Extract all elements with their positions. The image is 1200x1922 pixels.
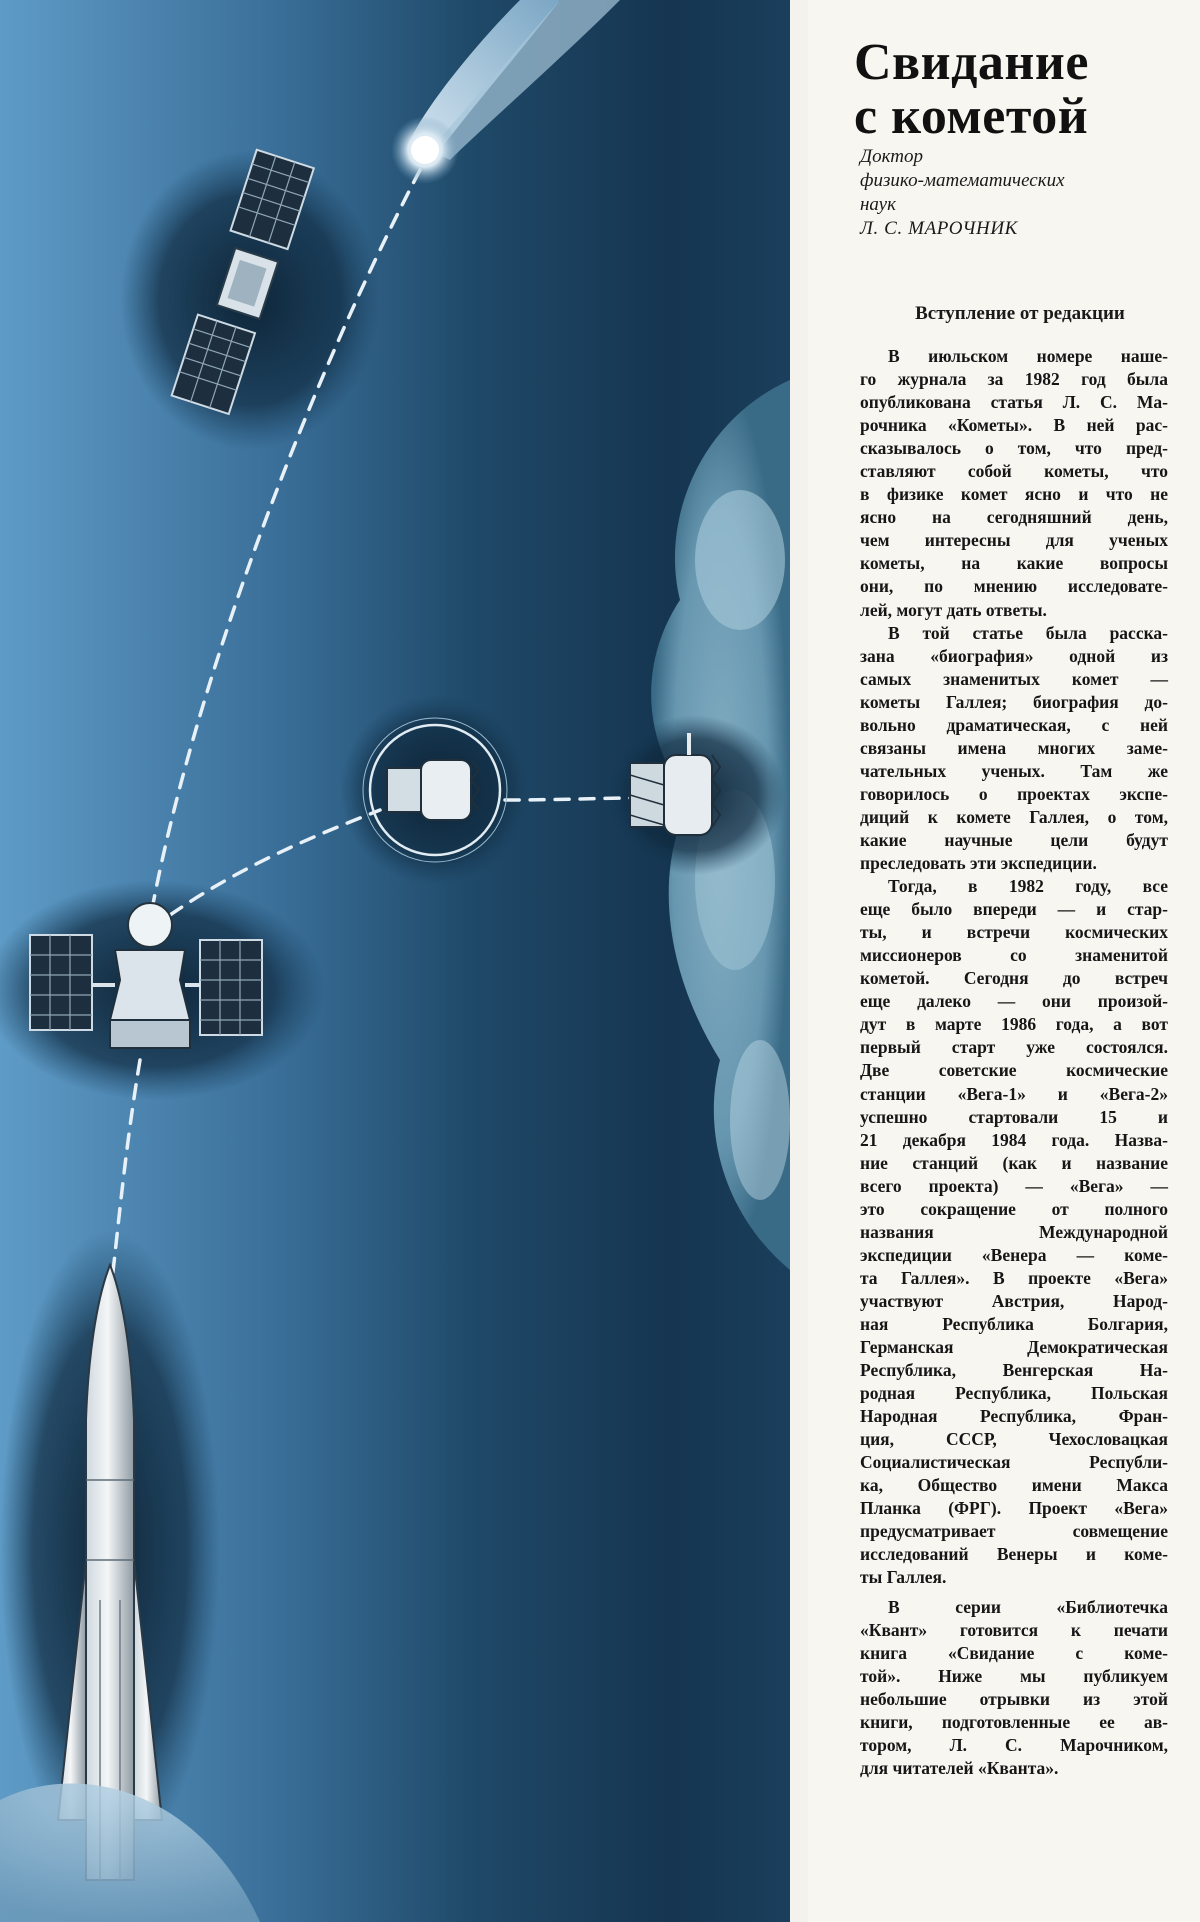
byline-line: наук [860, 194, 896, 215]
text-line: Германская Демократическая [860, 1337, 1168, 1358]
text-line: они, по мнению исследовате- [860, 576, 1168, 597]
article-title [854, 36, 1194, 144]
text-line: предусматривает совмещение [860, 1521, 1168, 1542]
text-line: исследований Венеры и коме- [860, 1544, 1168, 1565]
text-line: Народная Республика, Фран- [860, 1406, 1168, 1427]
text-line: всего проекта) — «Вега» — [860, 1175, 1168, 1196]
author-byline [860, 145, 1190, 241]
text-line: связаны имена многих заме- [860, 737, 1168, 758]
text-line: ставляют собой кометы, что [860, 461, 1168, 482]
article-text-column [808, 0, 1200, 1922]
text-line: лей, могут дать ответы. [860, 599, 1047, 620]
text-line: 21 декабря 1984 года. Назва- [860, 1129, 1168, 1150]
text-line: говорилось о проектах экспе- [860, 783, 1168, 804]
paragraph [860, 345, 1168, 622]
paragraph [860, 1596, 1168, 1780]
text-line: чательных ученых. Там же [860, 760, 1168, 781]
title-line-1: Свидание [854, 34, 1089, 91]
byline-line: физико-математических [860, 170, 1065, 191]
text-line: В той статье была расска- [888, 622, 1168, 643]
text-line: кометой. Сегодня до встреч [860, 968, 1168, 989]
text-line: та Галлея». В проекте «Вега» [860, 1267, 1168, 1288]
text-line: чем интересны для ученых [860, 530, 1168, 551]
text-line: книги, подготовленные ее ав- [860, 1711, 1168, 1732]
text-line: опубликована статья Л. С. Ма- [860, 392, 1168, 413]
text-line: еще далеко — они произой- [860, 991, 1168, 1012]
text-line: В июльском номере наше- [888, 346, 1168, 366]
paragraph [860, 622, 1168, 876]
text-line: диций к комете Галлея, о том, [860, 806, 1168, 827]
text-line: ние станций (как и название [860, 1152, 1168, 1173]
text-line: Две советские космические [860, 1060, 1168, 1081]
text-line: Планка (ФРГ). Проект «Вега» [860, 1498, 1168, 1519]
text-line: еще было впереди — и стар- [860, 899, 1168, 920]
text-line: кометы, на какие вопросы [860, 553, 1168, 574]
text-line: кометы Галлея; биография до- [860, 691, 1168, 712]
text-line: ты Галлея. [860, 1567, 947, 1588]
intro-heading: Вступление от редакции [915, 303, 1125, 324]
text-line: той». Ниже мы публикуем [860, 1665, 1168, 1686]
text-line: успешно стартовали 15 и [860, 1106, 1168, 1127]
text-line: ка, Общество имени Макса [860, 1475, 1168, 1496]
title-line-2: с кометой [854, 88, 1089, 145]
paragraph [860, 875, 1168, 1589]
text-line: самых знаменитых комет — [860, 668, 1168, 689]
text-line: ты, и встречи космических [860, 922, 1168, 943]
text-line: ция, СССР, Чехословацкая [860, 1429, 1168, 1450]
text-line: Тогда, в 1982 году, все [888, 876, 1168, 897]
text-line: ная Республика Болгария, [860, 1313, 1168, 1334]
text-line: Социалистическая Республи- [860, 1452, 1168, 1473]
text-line: сказывалось о том, что пред- [860, 438, 1168, 459]
text-line: это сокращение от полного [860, 1198, 1168, 1219]
text-line: названия Международной [860, 1221, 1168, 1242]
author-name: Л. С. МАРОЧНИК [860, 218, 1018, 239]
text-line: миссионеров со знаменитой [860, 945, 1168, 966]
article-body [860, 345, 1168, 1780]
text-line: участвуют Австрия, Народ- [860, 1290, 1168, 1311]
text-line: в физике комет ясно и что не [860, 484, 1168, 505]
text-line: «Квант» готовится к печати [860, 1619, 1168, 1640]
text-line: рочника «Кометы». В ней рас- [860, 415, 1168, 436]
text-line: какие научные цели будут [860, 829, 1168, 850]
text-line: первый старт уже состоялся. [860, 1037, 1168, 1058]
text-line: В серии «Библиотечка [888, 1596, 1168, 1617]
text-line: экспедиции «Венера — коме- [860, 1244, 1168, 1265]
text-line: ясно на сегодняшний день, [860, 507, 1168, 528]
text-line: станции «Вега-1» и «Вега-2» [860, 1083, 1168, 1104]
text-line: вольно драматическая, с ней [860, 714, 1168, 735]
text-line: преследовать эти экспедиции. [860, 853, 1097, 874]
text-line: книга «Свидание с коме- [860, 1642, 1168, 1663]
text-line: тором, Л. С. Марочником, [860, 1734, 1168, 1755]
text-line: для читателей «Кванта». [860, 1757, 1059, 1778]
text-line: дут в марте 1986 года, а вот [860, 1014, 1168, 1035]
text-line: го журнала за 1982 год была [860, 369, 1168, 390]
text-line: Республика, Венгерская На- [860, 1360, 1168, 1381]
text-line: зана «биография» одной из [860, 645, 1168, 666]
text-line: родная Республика, Польская [860, 1383, 1168, 1404]
byline-line: Доктор [860, 146, 923, 167]
text-line: небольшие отрывки из этой [860, 1688, 1168, 1709]
